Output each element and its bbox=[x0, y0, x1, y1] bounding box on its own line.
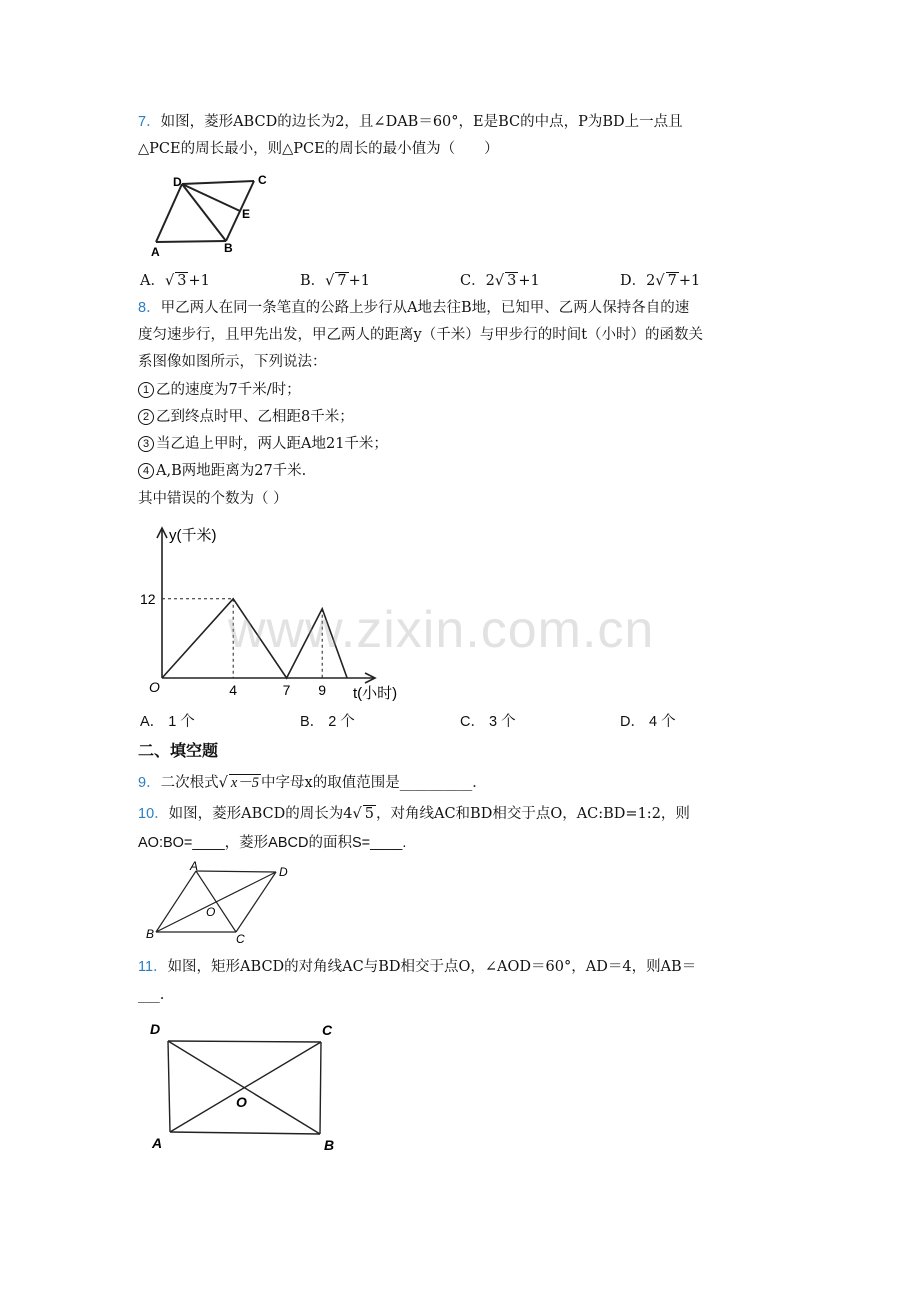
x-tick-label: 9 bbox=[318, 682, 326, 698]
section-title: 二、填空题 bbox=[138, 741, 219, 760]
q11-label-D: D bbox=[150, 1021, 161, 1037]
q11-label-B: B bbox=[324, 1137, 335, 1153]
q8-option-b[interactable]: B． 2 个 bbox=[300, 714, 355, 730]
q8-option-a[interactable]: A． 1 个 bbox=[140, 714, 195, 730]
origin-label: O bbox=[149, 679, 160, 695]
q10-label-B: B bbox=[146, 927, 155, 941]
q10-line2: AO:BO=____，菱形ABCD的面积S=____. bbox=[138, 835, 407, 851]
q9-line: 9．二次根式√ x－5 中字母x的取值范围是__________． bbox=[138, 775, 487, 791]
q7-label-B: B bbox=[224, 241, 233, 255]
q10-label-C: C bbox=[236, 932, 245, 946]
q7-option-b[interactable]: B．√ 7 +1 bbox=[300, 273, 371, 289]
q11-label-C: C bbox=[322, 1022, 333, 1038]
q11-rectangle-figure bbox=[148, 1018, 348, 1158]
q8-statement-4: 4 A,B两地距离为27千米. bbox=[138, 461, 306, 481]
q11-label-A: A bbox=[152, 1135, 163, 1151]
q10-number: 10． bbox=[138, 806, 169, 822]
q10-line1: 10．如图，菱形ABCD的周长为4√ 5 ，对角线AC和BD相交于点O，AC:BD=1:2，则 bbox=[138, 806, 690, 822]
q7-text-1: 如图，菱形ABCD的边长为2，且∠DAB＝60°，E是BC的中点，P为BD上一点且 bbox=[160, 114, 683, 130]
q7-option-a[interactable]: A．√ 3 +1 bbox=[140, 273, 210, 289]
q7-number: 7． bbox=[138, 114, 161, 130]
y-axis-label: y(千米) bbox=[169, 527, 217, 544]
q8-question: 其中错误的个数为（ ） bbox=[138, 491, 288, 507]
q10-label-D: D bbox=[279, 865, 288, 879]
q11-line2: ___. bbox=[138, 987, 165, 1003]
q11-label-O: O bbox=[236, 1094, 247, 1110]
q7-option-c[interactable]: C．2√ 3 +1 bbox=[460, 273, 540, 289]
q7-label-A: A bbox=[151, 245, 160, 259]
q8-line3: 系图像如图所示，下列说法： bbox=[138, 354, 327, 370]
q8-statement-1: 1 乙的速度为7千米/时； bbox=[138, 380, 301, 400]
q7-option-d[interactable]: D．2√ 7 +1 bbox=[620, 273, 701, 289]
q7-line2 bbox=[138, 139, 499, 159]
q7-label-D: D bbox=[173, 175, 182, 189]
x-tick-label: 7 bbox=[282, 682, 291, 698]
q7-label-C: C bbox=[258, 173, 267, 187]
x-axis-label: t(小时) bbox=[353, 685, 398, 702]
q9-number: 9． bbox=[138, 775, 161, 791]
q7-rhombus-figure bbox=[148, 170, 288, 265]
q8-option-c[interactable]: C． 3 个 bbox=[460, 714, 516, 730]
y-tick-label: 12 bbox=[140, 590, 156, 607]
q8-option-d[interactable]: D． 4 个 bbox=[620, 714, 676, 730]
q11-number: 11． bbox=[138, 959, 168, 975]
q10-label-O: O bbox=[206, 905, 216, 919]
q8-line2: 度匀速步行，且甲先出发，甲乙两人的距离y（千米）与甲步行的时间t（小时）的函数关 bbox=[138, 327, 704, 343]
q10-rhombus-figure bbox=[144, 860, 304, 945]
q8-line1: 8．甲乙两人在同一条笔直的公路上步行从A地去往B地，已知甲、乙两人保持各自的速 bbox=[138, 300, 690, 316]
q10-label-A: A bbox=[190, 859, 199, 873]
q7-line1 bbox=[138, 112, 683, 132]
q8-number: 8． bbox=[138, 300, 161, 316]
q7-label-E: E bbox=[242, 207, 251, 221]
q7-text-2: △PCE的周长最小，则△PCE的周长的最小值为（ ） bbox=[138, 141, 499, 157]
q8-statement-3: 3 当乙追上甲时，两人距A地21千米； bbox=[138, 434, 388, 454]
q11-line1: 11．如图，矩形ABCD的对角线AC与BD相交于点O，∠AOD＝60°，AD＝4，则AB＝ bbox=[138, 959, 697, 975]
watermark: www.zixin.com.cn bbox=[228, 601, 655, 659]
x-tick-label: 4 bbox=[229, 682, 237, 698]
q8-statement-2: 2 乙到终点时甲、乙相距8千米； bbox=[138, 407, 354, 427]
